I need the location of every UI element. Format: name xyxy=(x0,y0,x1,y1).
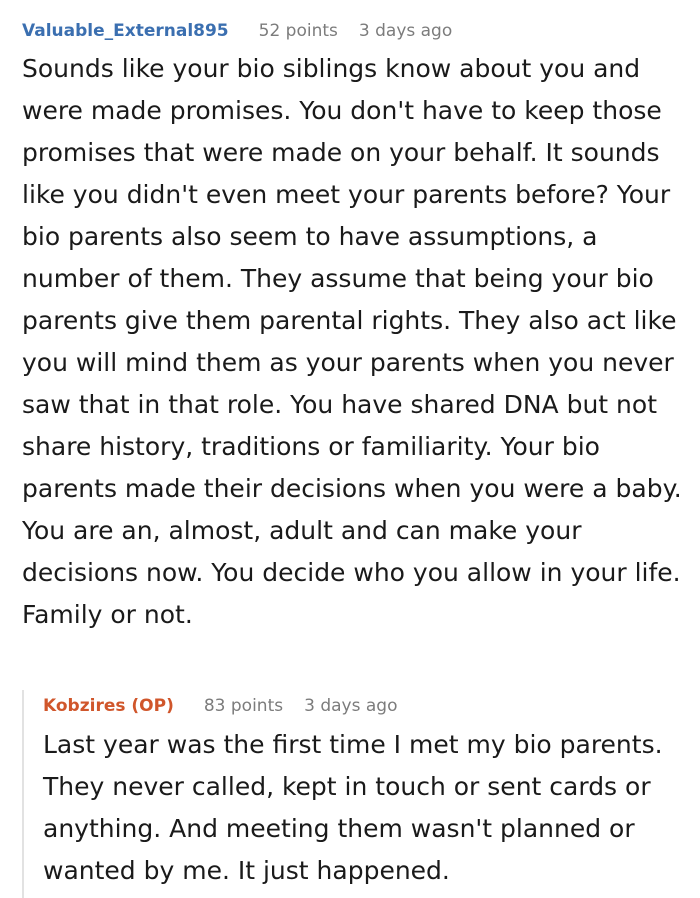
comment-points: 52 points xyxy=(258,21,338,41)
reply-timestamp[interactable]: 3 days ago xyxy=(304,696,398,716)
reply-author[interactable]: Kobzires (OP) xyxy=(43,696,174,716)
comment-meta xyxy=(22,18,473,44)
comment-body: Sounds like your bio siblings know about you and were made promises. You don't have to keep those promises that were made on your behalf. It sounds like you didn't even meet your parents before? Your bio parents also seem to have assumptions, a number of them. They assume that being your bio parents give them parental rights. They also act like you will mind them as your parents when you never saw that in that role. You have shared DNA but not share history, traditions or familiarity. Your bio parents made their decisions when you were a baby. You are an, almost, adult and can make your decisions now. You decide who you allow in your life. Family or not. xyxy=(22,54,682,629)
thread-line[interactable] xyxy=(22,690,24,898)
reply-body: Last year was the first time I met my bio parents. They never called, kept in touch or sent cards or anything. And meeting them wasn't planned or wanted by me. It just happened. xyxy=(43,730,663,885)
reply-meta xyxy=(43,693,418,719)
reply-points: 83 points xyxy=(203,696,284,716)
comment-author[interactable]: Valuable_External895 xyxy=(22,21,229,41)
reply-comment xyxy=(22,690,700,898)
comment-timestamp[interactable]: 3 days ago xyxy=(358,21,453,41)
